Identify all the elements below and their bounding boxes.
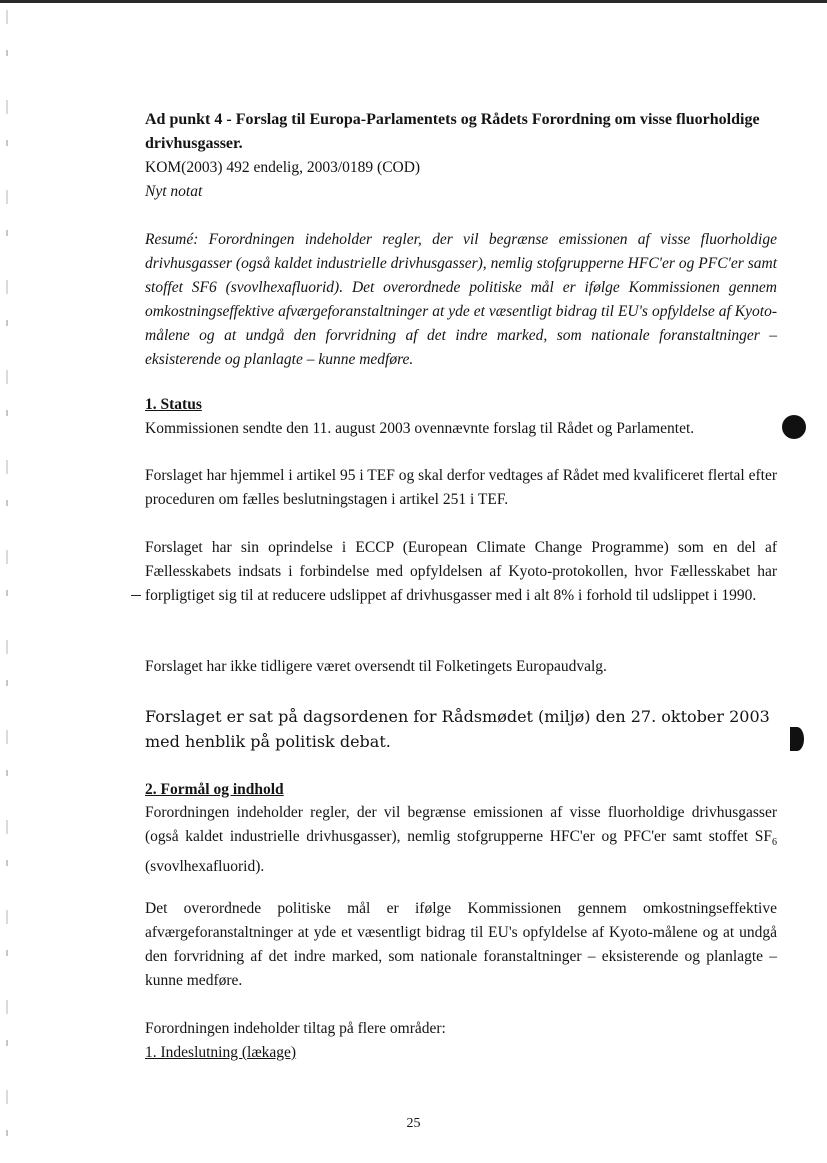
page-number: 25	[406, 1116, 421, 1131]
resume: Resumé: Forordningen indeholder regler, der vil begrænse emissionen af visse fluorholdige drivhusgasser (også kaldet industrielle drivhusgasser), nemlig stofgrupperne HFC'er og PFC'er samt stoffet SF6 (svovlhexafluorid). Det overordnede politiske mål er ifølge Kommissionen gennem omkostningseffektive afværgeforanstaltninger at yde et væsentligt bidrag til EU's opfyldelse af Kyoto-målene og at undgå den forvridning af det indre marked, som nationale foranstaltninger – eksisterende og planlagte – kunne medføre.	[145, 231, 777, 368]
punch-hole-mark	[790, 727, 804, 751]
document-title: Ad punkt 4 - Forslag til Europa-Parlamentets og Rådets Forordning om visse fluorholdige drivhusgasser.	[145, 111, 760, 152]
section-1-paragraph: Forslaget har ikke tidligere været oversendt til Folketingets Europaudvalg.	[145, 658, 607, 675]
section-2-paragraph: Forordningen indeholder regler, der vil begrænse emissionen af visse fluorholdige drivhusgasser (også kaldet industrielle drivhusgasser), nemlig stofgrupperne HFC'er og PFC'er samt stoffet $SF_6$ (svovlhexafluorid).	[145, 804, 777, 876]
scan-edge-left	[6, 10, 8, 1150]
margin-mark	[131, 595, 141, 596]
section-2-heading: 2. Formål og indhold	[145, 781, 284, 798]
section-2-paragraph: Forordningen indeholder tiltag på flere områder:	[145, 1020, 446, 1037]
section-1-paragraph: Kommissionen sendte den 11. august 2003 ovennævnte forslag til Rådet og Parlamentet.	[145, 420, 695, 437]
punch-hole-mark	[782, 415, 806, 439]
scan-edge-top	[0, 0, 827, 3]
document-reference: KOM(2003) 492 endelig, 2003/0189 (COD)	[145, 159, 421, 176]
section-1-paragraph: Forslaget har hjemmel i artikel 95 i TEF og skal derfor vedtages af Rådet med kvalificeret flertal efter proceduren om fælles beslutningstagen i artikel 251 i TEF.	[145, 467, 777, 508]
section-1-paragraph-large: Forslaget er sat på dagsordenen for Rådsmødet (miljø) den 27. oktober 2003 med henblik på politisk debat.	[145, 707, 770, 751]
section-1-heading: 1. Status	[145, 396, 202, 413]
section-2-paragraph: Det overordnede politiske mål er ifølge Kommissionen gennem omkostningseffektive afværgeforanstaltninger at yde et væsentligt bidrag til EU's opfyldelse af Kyoto-målene og at undgå den forvridning af det indre marked, som nationale foranstaltninger – eksisterende og planlagte – kunne medføre.	[145, 900, 777, 989]
section-2-subheading: 1. Indeslutning (lækage)	[145, 1044, 297, 1061]
document-note: Nyt notat	[145, 183, 203, 200]
section-1-paragraph: Forslaget har sin oprindelse i ECCP (European Climate Change Programme) som en del af Fællesskabets indsats i forbindelse med opfyldelsen af Kyoto-protokollen, hvor Fællesskabet har forpligtiget sig til at reducere udslippet af drivhusgasser med i alt 8% i forhold til udslippet i 1990.	[145, 539, 777, 604]
